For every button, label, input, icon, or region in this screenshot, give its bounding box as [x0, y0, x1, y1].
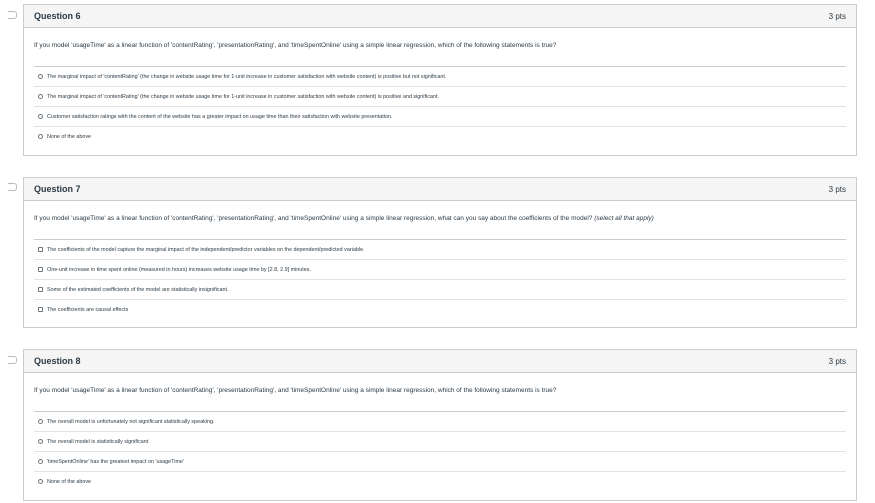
answer-label: The overall model is statistically significant — [47, 438, 149, 445]
question-text: If you model 'usageTime' as a linear function of 'contentRating', 'presentationRating', and 'timeSpentOnline' using a simple linear regression, which of the following statements is true? — [34, 387, 557, 394]
checkbox[interactable] — [38, 287, 43, 292]
answer-option[interactable] — [34, 67, 846, 87]
answer-label: The coefficients of the model capture the marginal impact of the independent/predictor variables on the dependent/predicted variable. — [47, 246, 365, 253]
flag-question-8-icon[interactable] — [8, 356, 17, 364]
answer-label: The marginal impact of 'contentRating' (the change in website usage time for 1-unit increase in customer satisfaction with website content) is positive and significant. — [47, 93, 439, 100]
question-header — [24, 178, 856, 201]
radio-button[interactable] — [38, 74, 43, 79]
radio-button[interactable] — [38, 459, 43, 464]
answer-label: 'timeSpentOnline' has the greatest impact on 'usageTime' — [47, 458, 184, 465]
answer-label: The coefficients are causal effects — [47, 306, 129, 313]
answer-option[interactable] — [34, 240, 846, 260]
radio-button[interactable] — [38, 134, 43, 139]
answer-label: One-unit increase in time spent online (measured in hours) increases website usage time by [2.8, 2.9] minutes. — [47, 266, 311, 273]
question-7 — [23, 177, 857, 328]
radio-button[interactable] — [38, 479, 43, 484]
answer-option[interactable] — [34, 280, 846, 300]
question-points: 3 pts — [828, 184, 846, 194]
question-header — [24, 350, 856, 373]
question-body — [24, 201, 856, 329]
answer-label: None of the above — [47, 133, 92, 140]
answer-option[interactable] — [34, 472, 846, 491]
flag-question-6-icon[interactable] — [8, 11, 17, 19]
answer-option[interactable] — [34, 87, 846, 107]
answer-list — [34, 66, 846, 146]
checkbox[interactable] — [38, 267, 43, 272]
question-text: If you model 'usageTime' as a linear function of 'contentRating', 'presentationRating', and 'timeSpentOnline' using a simple linear regression, what can you say about the coefficients of the model? (select all that apply) — [34, 215, 654, 222]
answer-option[interactable] — [34, 300, 846, 319]
question-points: 3 pts — [828, 11, 846, 21]
question-title: Question 6 — [34, 11, 81, 21]
answer-option[interactable] — [34, 260, 846, 280]
radio-button[interactable] — [38, 94, 43, 99]
radio-button[interactable] — [38, 114, 43, 119]
answer-list — [34, 411, 846, 491]
question-body — [24, 28, 856, 156]
answer-option[interactable] — [34, 432, 846, 452]
answer-label: Customer satisfaction ratings with the content of the website has a greater impact on usage time than their satisfaction with website presentation. — [47, 113, 393, 120]
question-instruction: (select all that apply) — [594, 215, 654, 222]
question-points: 3 pts — [828, 356, 846, 366]
answer-label: The marginal impact of 'contentRating' (the change in website usage time for 1-unit increase in customer satisfaction with website content) is positive but not significant. — [47, 73, 447, 80]
answer-label: The overall model is unfortunately not significant statistically speaking. — [47, 418, 215, 425]
answer-label: None of the above — [47, 478, 92, 485]
answer-option[interactable] — [34, 452, 846, 472]
radio-button[interactable] — [38, 419, 43, 424]
answer-option[interactable] — [34, 107, 846, 127]
question-header — [24, 5, 856, 28]
checkbox[interactable] — [38, 307, 43, 312]
question-8 — [23, 349, 857, 501]
answer-option[interactable] — [34, 412, 846, 432]
flag-question-7-icon[interactable] — [8, 183, 17, 191]
radio-button[interactable] — [38, 439, 43, 444]
answer-label: Some of the estimated coefficients of the model are statistically insignificant. — [47, 286, 229, 293]
question-title: Question 8 — [34, 356, 81, 366]
checkbox[interactable] — [38, 247, 43, 252]
question-title: Question 7 — [34, 184, 81, 194]
question-6 — [23, 4, 857, 156]
question-body — [24, 373, 856, 501]
question-text: If you model 'usageTime' as a linear function of 'contentRating', 'presentationRating', and 'timeSpentOnline' using a simple linear regression, which of the following statements is true? — [34, 42, 557, 49]
answer-option[interactable] — [34, 127, 846, 146]
answer-list — [34, 239, 846, 319]
